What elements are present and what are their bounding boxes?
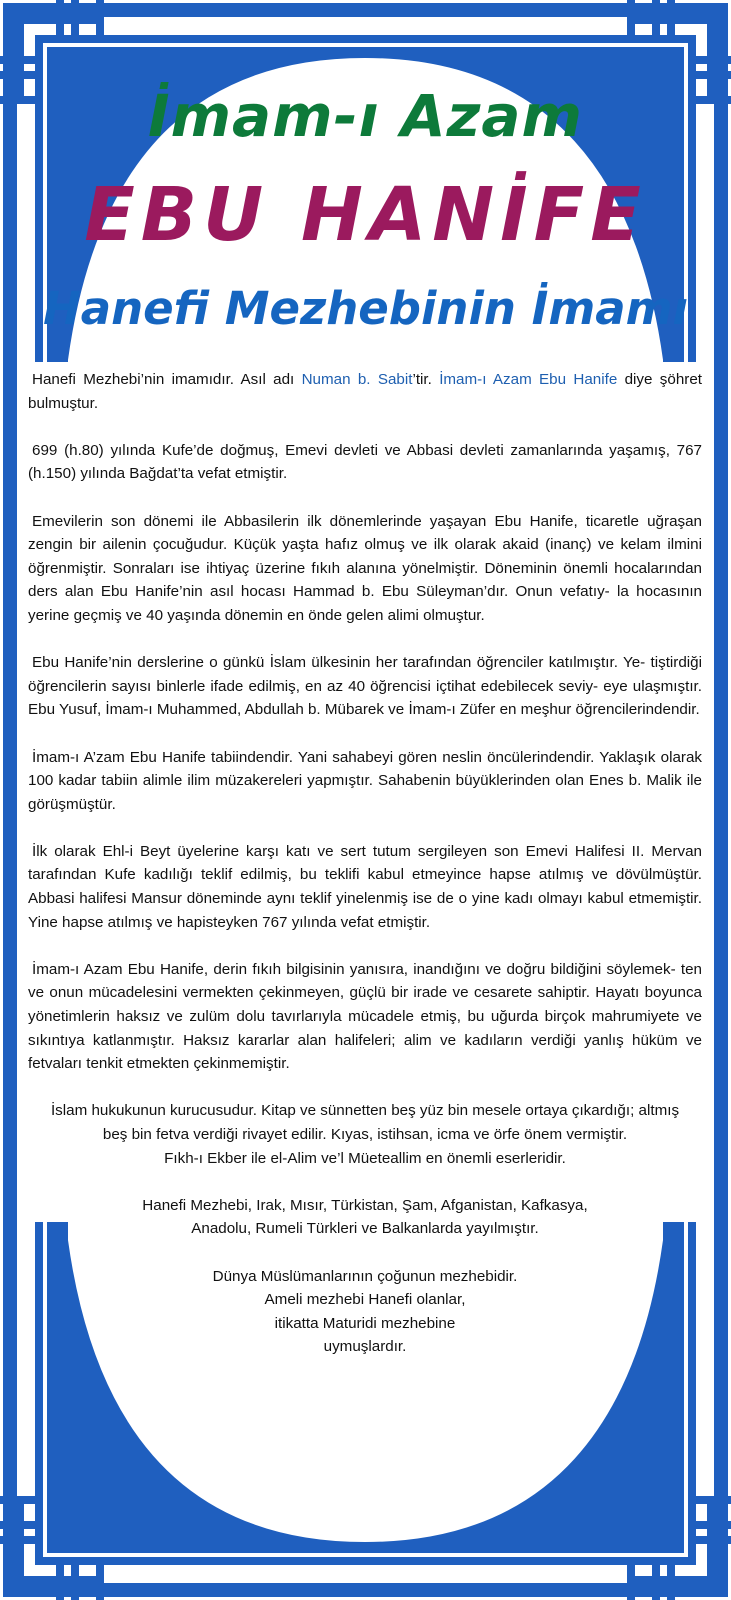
paragraph-character: İmam-ı Azam Ebu Hanife, derin fıkıh bilgisinin yanısıra, inandığını ve doğru bildiğini söylemek- ten ve onun mücadelesini vermekten çekinmeyen, güçlü bir irade ve cesarete sahiptir. Hayatı boyunca yönetimlerin haksız ve zulüm dolu tavırlarıyla mücadele etmiş, bu uğurda birçok mahrumiyete ve sıkıntıya katlanmıştır. Haksız kararlar alan halifeleri; alim ve kadıların verdiği yanlış hüküm ve fetvaları tenkit etmekten çekinmemiştir. (28, 960, 702, 1073)
title-main: EBU HANİFE (84, 172, 647, 258)
subtitle: Hanefi Mezhebinin İmamı (43, 282, 688, 335)
title-top: İmam-ı Azam (148, 82, 583, 150)
highlight-title-name: İmam-ı Azam Ebu Hanife (439, 371, 618, 388)
paragraph-early-life: Emevilerin son dönemi ile Abbasilerin ilk dönemlerinde yaşayan Ebu Hanife, ticaretle uğraşan zengin bir ailenin çocuğudur. Küçük yaşta hafız olmuş ve ilk olarak akaid (inanç) ve kelam ilmini öğrenmiştir. Sonraları ise ihtiyaç üzerine fıkıh alanına yönelmiştir. Döneminin önemli hocalarından ders alan Ebu Hanife’nin asıl hocası Hammad b. Ebu Süleyman’dır. Onun vefatıy- la hocasının yerine geçmiş ve 40 yaşında dönemin en önde gelen alimi olmuştur. (28, 512, 702, 624)
article-body (28, 368, 702, 1383)
paragraph-imprisonment: İlk olarak Ehl-i Beyt üyelerine karşı katı ve sert tutum sergileyen son Emevi Halifesi II. Mervan tarafından Kufe kadılığı teklif edilmiş, bu teklifi kabul etmeyince hapse atılmış ve dövülmüştür. Abbasi halifesi Mansur döneminde aynı teklif yinelenmiş ise de o yine kadı olmayı kabul etmemiştir. Yine hapse atılmış ve hapisteyken 767 yılında vefat etmiştir. (28, 842, 702, 931)
paragraph-tabiin: İmam-ı A’zam Ebu Hanife tabiindendir. Yani sahabeyi gören neslin öncülerindendir. Yaklaşık olarak 100 kadar tabiin alimle ilim müzakereleri yapmıştır. Sahabenin büyüklerinden olan Enes b. Malik ile görüşmüştür. (28, 748, 702, 813)
paragraph-works: İslam hukukunun kurucusudur. Kitap ve sünnetten beş yüz bin mesele ortaya çıkardığı; altmış beş bin fetva verdiği rivayet edilir. Kıyas, istihsan, icma ve örfe önem vermiştir. Fıkh-ı Ekber ile el-Alim ve’l Müeteallim en önemli eserleridir. (50, 1102, 680, 1167)
highlight-real-name: Numan b. Sabit (301, 371, 413, 388)
paragraph-spread: Hanefi Mezhebi, Irak, Mısır, Türkistan, Şam, Afganistan, Kafkasya, Anadolu, Rumeli Türkleri ve Balkanlarda yayılmıştır. (142, 1196, 588, 1238)
paragraph-conclusion: Dünya Müslümanlarının çoğunun mezhebidir. Ameli mezhebi Hanefi olanlar, itikatta Maturidi mezhebine uymuşlardır. (212, 1267, 518, 1356)
paragraph-birth-death: 699 (h.80) yılında Kufe’de doğmuş, Emevi devleti ve Abbasi devleti zamanlarında yaşamış, 767 (h.150) yılında Bağdat’ta vefat etmiştir. (28, 441, 702, 483)
paragraph-intro: Hanefi Mezhebi’nin imamıdır. Asıl adı Numan b. Sabit’tir. İmam-ı Azam Ebu Hanife diye şöhret bulmuştur. (28, 371, 703, 412)
paragraph-students: Ebu Hanife’nin derslerine o günkü İslam ülkesinin her tarafından öğrenciler katılmıştır. Ye- tiştirdiği öğrencilerin sayısı binlerle ifade edilmiş, en az 40 öğrencisi içtihat edebilecek seviy- eye ulaşmıştır. Ebu Yusuf, İmam-ı Muhammed, Abdullah b. Mübarek ve İmam-ı Züfer en meşhur öğrencilerindendir. (28, 654, 702, 719)
